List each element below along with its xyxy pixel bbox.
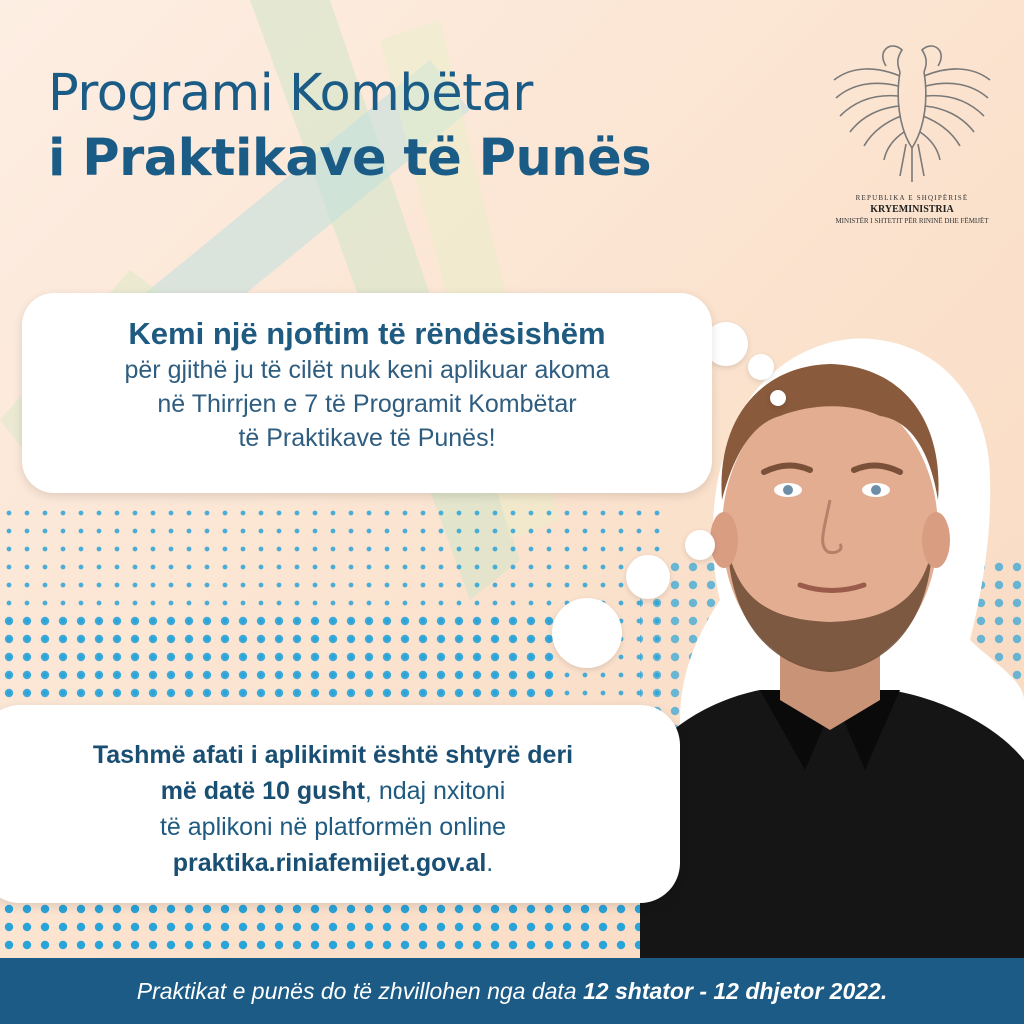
deadline-line-1 bbox=[8, 737, 658, 773]
thought-dot-5 bbox=[626, 555, 670, 599]
deadline-line-3: të aplikoni në platformën online bbox=[159, 813, 507, 841]
thought-dot-6 bbox=[552, 598, 622, 668]
double-headed-eagle-icon bbox=[826, 36, 998, 186]
emblem-office-text: KRYEMINISTRIA bbox=[870, 204, 954, 215]
title-line-2: i Praktikave të Punës bbox=[48, 129, 652, 188]
platform-url[interactable]: praktika.riniafemijet.gov.al bbox=[172, 849, 487, 877]
deadline-line-2 bbox=[8, 773, 658, 809]
platform-url-suffix: . bbox=[486, 849, 494, 877]
thought-dot-4 bbox=[685, 530, 715, 560]
announcement-line-2: në Thirrjen e 7 të Programit Kombëtar bbox=[157, 390, 577, 418]
emblem-republic-text: REPUBLIKA E SHQIPËRISË bbox=[855, 194, 969, 202]
deadline-line-2-rest: , ndaj nxitoni bbox=[364, 777, 506, 805]
government-emblem bbox=[812, 36, 1012, 236]
footer-text-lead: Praktikat e punës do të zhvillohen nga data bbox=[136, 978, 583, 1004]
announcement-bubble bbox=[22, 293, 712, 493]
title-line-1: Programi Kombëtar bbox=[48, 64, 533, 123]
deadline-bubble bbox=[0, 705, 680, 903]
footer-dates: 12 shtator - 12 dhjetor 2022. bbox=[583, 978, 888, 1004]
thought-dot-2 bbox=[748, 354, 774, 380]
announcement-heading: Kemi një njoftim të rëndësishëm bbox=[128, 316, 606, 351]
footer-text bbox=[0, 978, 1024, 1005]
deadline-date: më datë 10 gusht bbox=[160, 777, 365, 805]
emblem-minister-text: MINISTËR I SHTETIT PËR RININË DHE FËMIJËT bbox=[835, 217, 989, 225]
deadline-line-1-text: Tashmë afati i aplikimit është shtyrë deri bbox=[92, 741, 574, 769]
page-title bbox=[48, 62, 651, 192]
thought-dot-3 bbox=[770, 390, 786, 406]
deadline-line-4 bbox=[8, 845, 658, 881]
announcement-line-1: për gjithë ju të cilët nuk keni aplikuar akoma bbox=[124, 356, 610, 384]
footer-banner bbox=[0, 958, 1024, 1024]
announcement-line-3: të Praktikave të Punës! bbox=[238, 424, 496, 452]
